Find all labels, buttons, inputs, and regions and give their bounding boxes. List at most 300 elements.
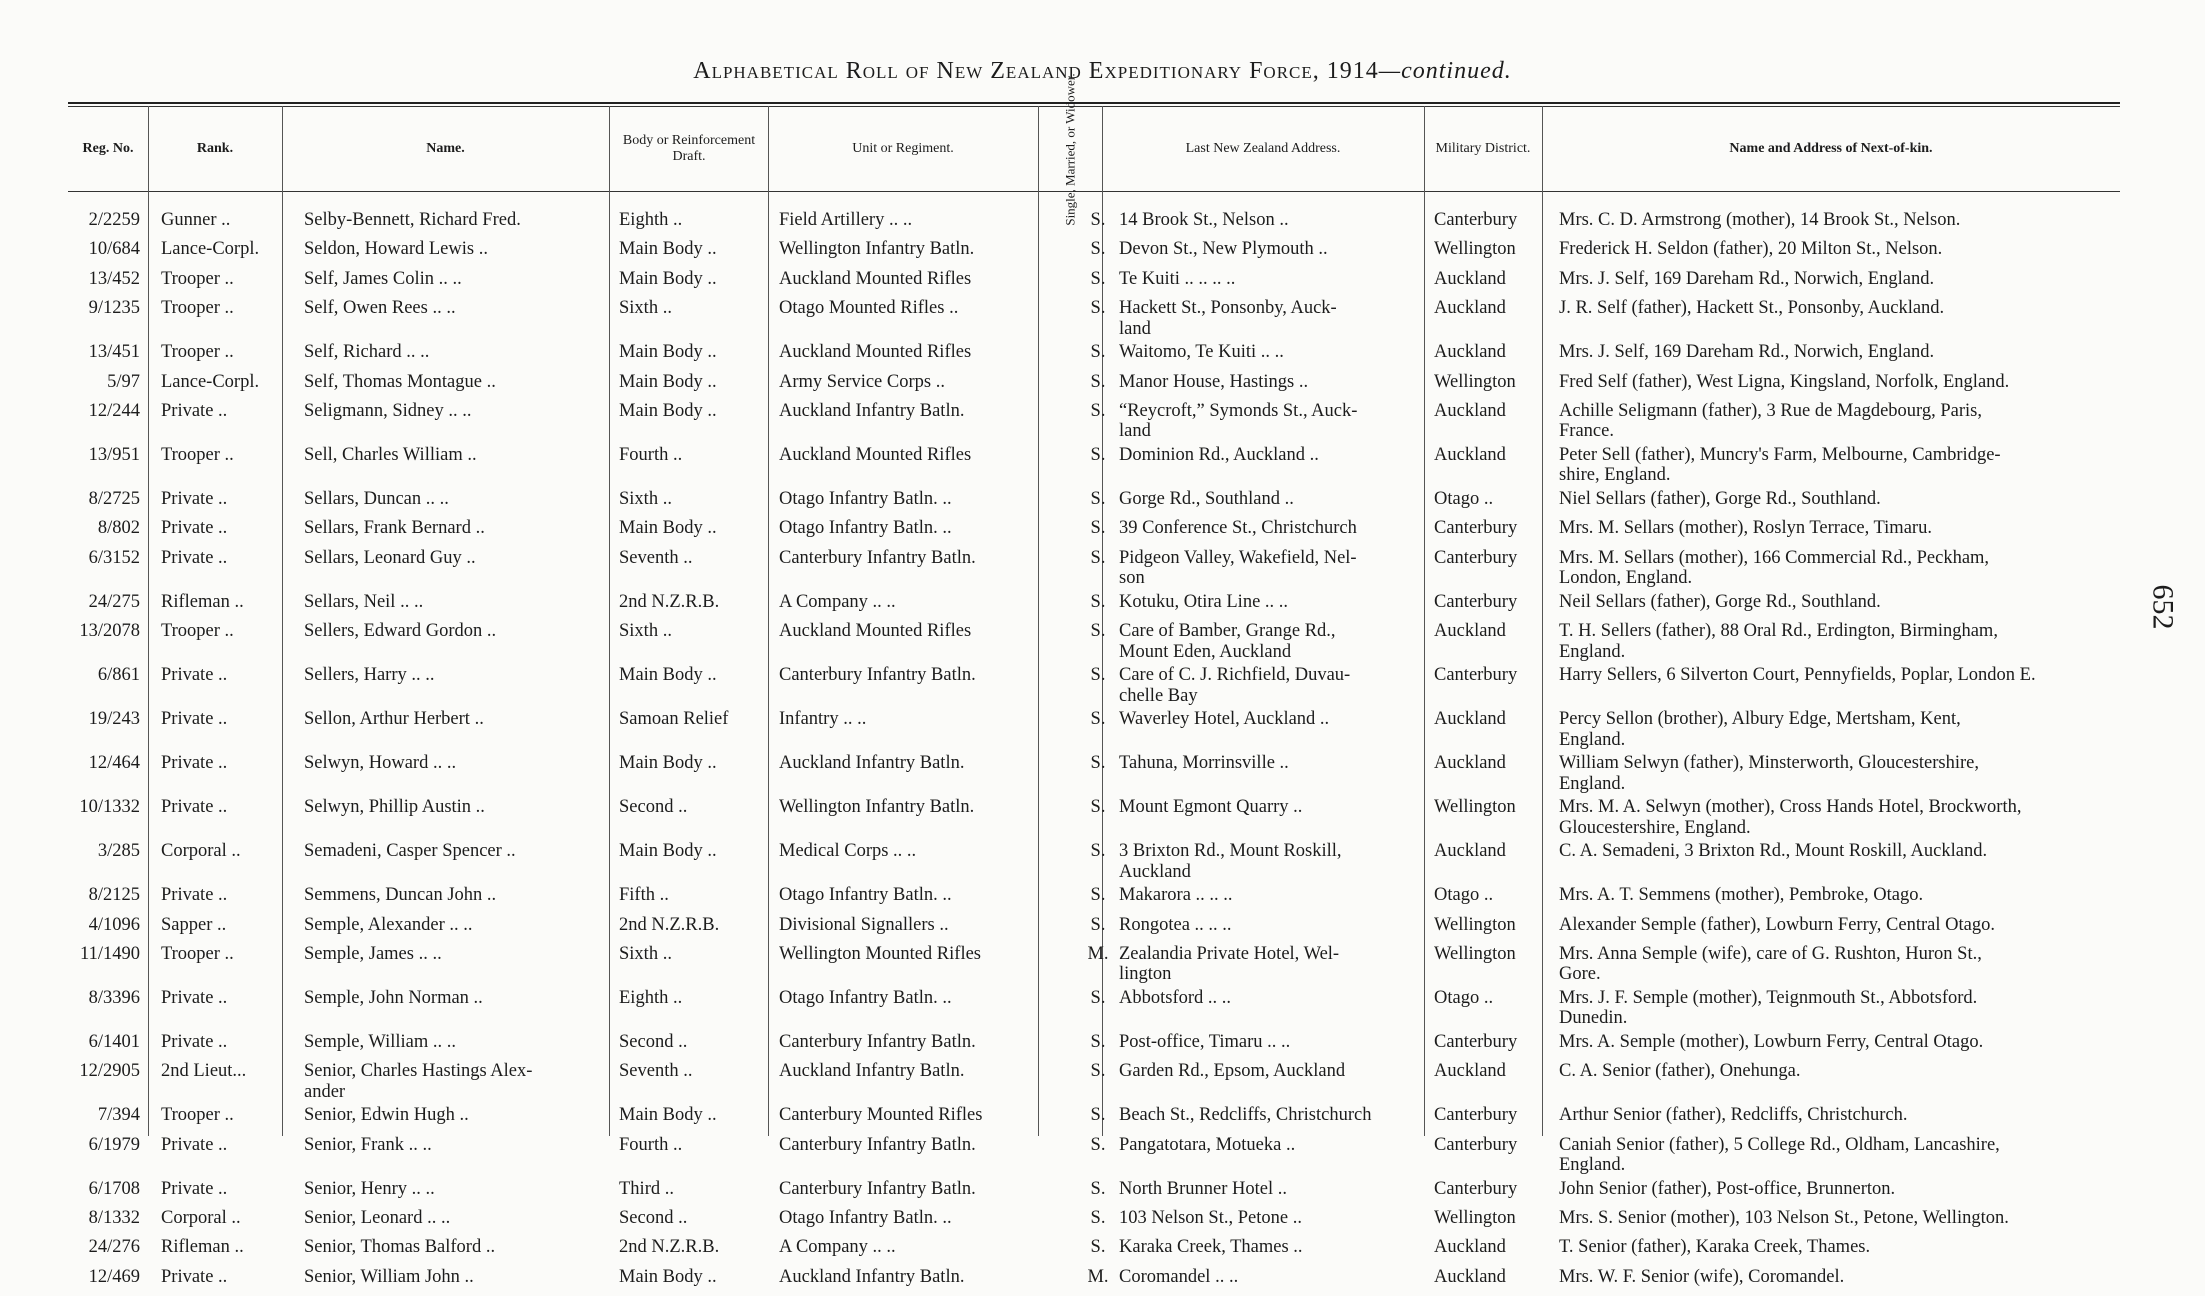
header-marital-status-text: Single, Married, or Widower.: [1062, 72, 1078, 226]
reg-no-cell: 13/951: [88, 444, 140, 465]
body-draft-cell: Seventh ..: [619, 547, 693, 568]
marital-status-cell: S.: [1090, 1208, 1106, 1229]
address-cell: Pangatotara, Motueka ..: [1119, 1134, 1296, 1155]
district-cell: Canterbury: [1434, 1105, 1518, 1126]
marital-status-cell: S.: [1090, 444, 1106, 465]
name-cell: Senior, Frank .. ..: [304, 1134, 432, 1155]
rank-cell: Trooper ..: [161, 268, 234, 289]
reg-no-cell: 24/275: [88, 591, 140, 612]
reg-no-cell: 11/1490: [80, 943, 140, 964]
body-draft-cell: Main Body ..: [619, 239, 717, 260]
unit-cell: Otago Infantry Batln. ..: [779, 987, 952, 1008]
address-cell: Abbotsford .. ..: [1119, 987, 1232, 1008]
marital-status-cell: S.: [1090, 268, 1106, 289]
next-of-kin-cell: T. H. Sellers (father), 88 Oral Rd., Erdington, Birmingham, England.: [1559, 621, 1998, 662]
unit-cell: Auckland Mounted Rifles: [779, 268, 972, 289]
table-row: [68, 1208, 2120, 1237]
district-cell: Canterbury: [1434, 210, 1518, 230]
next-of-kin-cell: Frederick H. Seldon (father), 20 Milton St., Nelson.: [1559, 239, 1943, 260]
unit-cell: Auckland Mounted Rifles: [779, 444, 972, 465]
name-cell: Self, Thomas Montague ..: [304, 371, 496, 392]
unit-cell: Canterbury Infantry Batln.: [779, 547, 976, 568]
body-draft-cell: Main Body ..: [619, 1266, 717, 1287]
address-cell: 103 Nelson St., Petone ..: [1119, 1208, 1302, 1229]
unit-cell: Canterbury Mounted Rifles: [779, 1105, 983, 1126]
next-of-kin-cell: C. A. Senior (father), Onehunga.: [1559, 1061, 1801, 1082]
next-of-kin-cell: Mrs. A. Semple (mother), Lowburn Ferry, Central Otago.: [1559, 1031, 1984, 1052]
unit-cell: Wellington Infantry Batln.: [779, 797, 975, 818]
table-top-rule: [68, 102, 2120, 104]
unit-cell: Auckland Infantry Batln.: [779, 753, 965, 774]
rank-cell: Trooper ..: [161, 444, 234, 465]
next-of-kin-cell: Mrs. W. F. Senior (wife), Coromandel.: [1559, 1266, 1845, 1287]
marital-status-cell: S.: [1090, 591, 1106, 612]
district-cell: Otago ..: [1434, 987, 1494, 1008]
table-row: [68, 621, 2120, 665]
reg-no-cell: 24/276: [88, 1237, 140, 1258]
marital-status-cell: S.: [1090, 1178, 1106, 1199]
header-body-draft: Body or Reinforcement Draft.: [622, 133, 756, 164]
name-cell: Seldon, Howard Lewis ..: [304, 239, 488, 260]
name-cell: Semple, Alexander .. ..: [304, 914, 473, 935]
unit-cell: Canterbury Infantry Batln.: [779, 665, 976, 686]
unit-cell: Medical Corps .. ..: [779, 841, 917, 862]
marital-status-cell: S.: [1090, 547, 1106, 568]
district-cell: Auckland: [1434, 298, 1506, 319]
district-cell: Otago ..: [1434, 885, 1494, 906]
body-draft-cell: Third ..: [619, 1178, 674, 1199]
name-cell: Semmens, Duncan John ..: [304, 885, 497, 906]
rank-cell: Corporal ..: [161, 1208, 241, 1229]
marital-status-cell: S.: [1090, 987, 1106, 1008]
rank-cell: Sapper ..: [161, 914, 227, 935]
rank-cell: Private ..: [161, 987, 228, 1008]
name-cell: Selwyn, Howard .. ..: [304, 753, 457, 774]
rank-cell: Private ..: [161, 547, 228, 568]
next-of-kin-cell: Arthur Senior (father), Redcliffs, Christchurch.: [1559, 1105, 1908, 1126]
body-draft-cell: Sixth ..: [619, 298, 672, 319]
table-row: [68, 210, 2120, 239]
reg-no-cell: 12/244: [88, 400, 140, 421]
reg-no-cell: 8/3396: [88, 987, 140, 1008]
unit-cell: Infantry .. ..: [779, 709, 867, 730]
next-of-kin-cell: Mrs. J. F. Semple (mother), Teignmouth St., Abbotsford. Dunedin.: [1559, 987, 1978, 1029]
header-next-of-kin: Name and Address of Next-of-kin.: [1729, 141, 1933, 156]
district-cell: Canterbury: [1434, 547, 1518, 568]
reg-no-cell: 8/2125: [88, 885, 140, 906]
table-row: [68, 1237, 2120, 1266]
table-row: [68, 885, 2120, 914]
rank-cell: Rifleman ..: [161, 1237, 244, 1258]
rank-cell: Corporal ..: [161, 841, 241, 862]
address-cell: Pidgeon Valley, Wakefield, Nel- son: [1119, 547, 1357, 589]
address-cell: Beach St., Redcliffs, Christchurch: [1119, 1105, 1372, 1126]
district-cell: Auckland: [1434, 621, 1506, 642]
name-cell: Selwyn, Phillip Austin ..: [304, 797, 485, 818]
table-row: [68, 372, 2120, 401]
next-of-kin-cell: Mrs. J. Self, 169 Dareham Rd., Norwich, England.: [1559, 268, 1935, 289]
address-cell: Rongotea .. .. ..: [1119, 914, 1232, 935]
name-cell: Senior, Edwin Hugh ..: [304, 1105, 469, 1126]
marital-status-cell: S.: [1090, 797, 1106, 818]
district-cell: Auckland: [1434, 1266, 1506, 1287]
reg-no-cell: 13/2078: [79, 621, 140, 642]
name-cell: Self, James Colin .. ..: [304, 268, 462, 289]
next-of-kin-cell: Mrs. Anna Semple (wife), care of G. Rushton, Huron St., Gore.: [1559, 943, 1982, 985]
marital-status-cell: S.: [1090, 753, 1106, 774]
next-of-kin-cell: Harry Sellers, 6 Silverton Court, Pennyfields, Poplar, London E.: [1559, 665, 2036, 686]
unit-cell: Otago Infantry Batln. ..: [779, 885, 952, 906]
header-marital-status: [1038, 72, 1102, 226]
body-draft-cell: 2nd N.Z.R.B.: [619, 914, 720, 935]
address-cell: Post-office, Timaru .. ..: [1119, 1031, 1291, 1052]
header-unit: Unit or Regiment.: [852, 141, 954, 156]
marital-status-cell: S.: [1090, 518, 1106, 539]
table-row: [68, 592, 2120, 621]
marital-status-cell: S.: [1090, 1061, 1106, 1082]
table-row: [68, 1061, 2120, 1105]
table-row: [68, 269, 2120, 298]
district-cell: Auckland: [1434, 444, 1506, 465]
address-cell: Care of C. J. Richfield, Duvau- chelle Bay: [1119, 665, 1351, 706]
unit-cell: Field Artillery .. ..: [779, 210, 913, 230]
reg-no-cell: 7/394: [97, 1105, 140, 1126]
table-row: [68, 239, 2120, 268]
address-cell: Makarora .. .. ..: [1119, 885, 1233, 906]
marital-status-cell: S.: [1090, 709, 1106, 730]
marital-status-cell: M.: [1087, 1266, 1109, 1287]
name-cell: Sellars, Frank Bernard ..: [304, 518, 485, 539]
body-draft-cell: Second ..: [619, 1208, 688, 1229]
body-draft-cell: 2nd N.Z.R.B.: [619, 591, 720, 612]
name-cell: Semple, John Norman ..: [304, 987, 483, 1008]
name-cell: Sellers, Harry .. ..: [304, 665, 435, 686]
next-of-kin-cell: T. Senior (father), Karaka Creek, Thames.: [1559, 1237, 1871, 1258]
next-of-kin-cell: Mrs. M. A. Selwyn (mother), Cross Hands Hotel, Brockworth, Gloucestershire, England.: [1559, 797, 2022, 838]
rank-cell: Rifleman ..: [161, 591, 244, 612]
next-of-kin-cell: Peter Sell (father), Muncry's Farm, Melbourne, Cambridge- shire, England.: [1559, 444, 2001, 486]
unit-cell: Wellington Infantry Batln.: [779, 239, 975, 260]
unit-cell: Canterbury Infantry Batln.: [779, 1178, 976, 1199]
address-cell: Coromandel .. ..: [1119, 1266, 1239, 1287]
marital-status-cell: S.: [1090, 621, 1106, 642]
body-draft-cell: Main Body ..: [619, 342, 717, 363]
reg-no-cell: 10/684: [88, 239, 140, 260]
name-cell: Semple, James .. ..: [304, 943, 442, 964]
name-cell: Sellars, Leonard Guy ..: [304, 547, 476, 568]
district-cell: Wellington: [1434, 914, 1516, 935]
rank-cell: Gunner ..: [161, 210, 231, 230]
district-cell: Auckland: [1434, 342, 1506, 363]
reg-no-cell: 5/97: [107, 371, 140, 392]
next-of-kin-cell: Alexander Semple (father), Lowburn Ferry, Central Otago.: [1559, 914, 1995, 935]
reg-no-cell: 6/3152: [88, 547, 140, 568]
table-row: [68, 1179, 2120, 1208]
header-rank: Rank.: [196, 141, 234, 156]
marital-status-cell: S.: [1090, 298, 1106, 319]
unit-cell: A Company .. ..: [779, 1237, 896, 1258]
reg-no-cell: 12/469: [88, 1266, 140, 1287]
unit-cell: Canterbury Infantry Batln.: [779, 1031, 976, 1052]
next-of-kin-cell: Mrs. J. Self, 169 Dareham Rd., Norwich, England.: [1559, 342, 1935, 363]
table-row: [68, 944, 2120, 988]
body-draft-cell: Main Body ..: [619, 841, 717, 862]
body-draft-cell: Sixth ..: [619, 488, 672, 509]
marital-status-cell: S.: [1090, 400, 1106, 421]
body-draft-cell: Main Body ..: [619, 371, 717, 392]
address-cell: Karaka Creek, Thames ..: [1119, 1237, 1303, 1258]
unit-cell: Auckland Infantry Batln.: [779, 400, 965, 421]
next-of-kin-cell: William Selwyn (father), Minsterworth, Gloucestershire, England.: [1559, 753, 1980, 794]
address-cell: Care of Bamber, Grange Rd., Mount Eden, Auckland: [1119, 621, 1336, 662]
district-cell: Canterbury: [1434, 518, 1518, 539]
marital-status-cell: S.: [1090, 239, 1106, 260]
rank-cell: Private ..: [161, 665, 228, 686]
name-cell: Semadeni, Casper Spencer ..: [304, 841, 516, 862]
body-draft-cell: Main Body ..: [619, 268, 717, 289]
header-address: Last New Zealand Address.: [1185, 141, 1341, 156]
district-cell: Auckland: [1434, 400, 1506, 421]
reg-no-cell: 8/2725: [88, 488, 140, 509]
body-draft-cell: Fifth ..: [619, 885, 669, 906]
marital-status-cell: S.: [1090, 1237, 1106, 1258]
rank-cell: Trooper ..: [161, 943, 234, 964]
name-cell: Sell, Charles William ..: [304, 444, 477, 465]
next-of-kin-cell: J. R. Self (father), Hackett St., Ponsonby, Auckland.: [1559, 298, 1945, 319]
unit-cell: Otago Infantry Batln. ..: [779, 1208, 952, 1229]
header-name: Name.: [426, 141, 465, 156]
address-cell: 14 Brook St., Nelson ..: [1119, 210, 1289, 230]
unit-cell: Auckland Mounted Rifles: [779, 342, 972, 363]
address-cell: Mount Egmont Quarry ..: [1119, 797, 1303, 818]
address-cell: Te Kuiti .. .. .. ..: [1119, 268, 1236, 289]
unit-cell: Wellington Mounted Rifles: [779, 943, 981, 964]
name-cell: Self, Owen Rees .. ..: [304, 298, 456, 319]
address-cell: Dominion Rd., Auckland ..: [1119, 444, 1319, 465]
address-cell: Waitomo, Te Kuiti .. ..: [1119, 342, 1284, 363]
rank-cell: Private ..: [161, 709, 228, 730]
rank-cell: Private ..: [161, 1134, 228, 1155]
name-cell: Senior, William John ..: [304, 1266, 474, 1287]
reg-no-cell: 13/452: [88, 268, 140, 289]
rank-cell: Private ..: [161, 1031, 228, 1052]
name-cell: Sellon, Arthur Herbert ..: [304, 709, 484, 730]
district-cell: Auckland: [1434, 841, 1506, 862]
body-draft-cell: Sixth ..: [619, 621, 672, 642]
table-row: [68, 445, 2120, 489]
rank-cell: Private ..: [161, 518, 228, 539]
district-cell: Canterbury: [1434, 1134, 1518, 1155]
next-of-kin-cell: John Senior (father), Post-office, Brunnerton.: [1559, 1178, 1896, 1199]
rank-cell: Lance-Corpl.: [161, 239, 260, 260]
district-cell: Canterbury: [1434, 665, 1518, 686]
name-cell: Senior, Henry .. ..: [304, 1178, 435, 1199]
body-draft-cell: Second ..: [619, 797, 688, 818]
rank-cell: Trooper ..: [161, 621, 234, 642]
reg-no-cell: 10/1332: [79, 797, 140, 818]
roll-table: [68, 72, 2120, 1287]
name-cell: Sellars, Neil .. ..: [304, 591, 424, 612]
body-draft-cell: Sixth ..: [619, 943, 672, 964]
name-cell: Selby-Bennett, Richard Fred.: [304, 210, 521, 230]
name-cell: Senior, Leonard .. ..: [304, 1208, 451, 1229]
unit-cell: Auckland Mounted Rifles: [779, 621, 972, 642]
marital-status-cell: M.: [1087, 943, 1109, 964]
reg-no-cell: 12/2905: [79, 1061, 140, 1082]
reg-no-cell: 9/1235: [88, 298, 140, 319]
rank-cell: Private ..: [161, 753, 228, 774]
marital-status-cell: S.: [1090, 1105, 1106, 1126]
address-cell: Garden Rd., Epsom, Auckland: [1119, 1061, 1346, 1082]
table-row: [68, 401, 2120, 445]
table-row: [68, 915, 2120, 944]
next-of-kin-cell: Mrs. S. Senior (mother), 103 Nelson St., Petone, Wellington.: [1559, 1208, 2009, 1229]
next-of-kin-cell: Percy Sellon (brother), Albury Edge, Mertsham, Kent, England.: [1559, 709, 1961, 750]
unit-cell: Auckland Infantry Batln.: [779, 1266, 965, 1287]
header-bottom-rule: [68, 191, 2120, 192]
reg-no-cell: 2/2259: [88, 210, 140, 230]
page-title: [0, 58, 2205, 85]
district-cell: Otago ..: [1434, 488, 1494, 509]
table-row: [68, 1105, 2120, 1134]
table-row: [68, 1032, 2120, 1061]
table-row: [68, 1135, 2120, 1179]
rank-cell: Private ..: [161, 1178, 228, 1199]
next-of-kin-cell: Caniah Senior (father), 5 College Rd., Oldham, Lancashire, England.: [1559, 1134, 2000, 1176]
address-cell: Kotuku, Otira Line .. ..: [1119, 591, 1289, 612]
marital-status-cell: S.: [1090, 1031, 1106, 1052]
reg-no-cell: 19/243: [88, 709, 140, 730]
table-row: [68, 753, 2120, 797]
next-of-kin-cell: Achille Seligmann (father), 3 Rue de Magdebourg, Paris, France.: [1559, 400, 1982, 442]
body-draft-cell: Seventh ..: [619, 1061, 693, 1082]
district-cell: Canterbury: [1434, 1178, 1518, 1199]
unit-cell: Otago Infantry Batln. ..: [779, 518, 952, 539]
next-of-kin-cell: Niel Sellars (father), Gorge Rd., Southland.: [1559, 488, 1881, 509]
rank-cell: Private ..: [161, 400, 228, 421]
name-cell: Senior, Charles Hastings Alex- ander: [304, 1061, 533, 1102]
rank-cell: Private ..: [161, 797, 228, 818]
address-cell: Tahuna, Morrinsville ..: [1119, 753, 1289, 774]
district-cell: Auckland: [1434, 1237, 1506, 1258]
reg-no-cell: 8/802: [97, 518, 140, 539]
name-cell: Senior, Thomas Balford ..: [304, 1237, 496, 1258]
district-cell: Auckland: [1434, 753, 1506, 774]
page-number: 652: [2146, 584, 2180, 630]
table-row: [68, 797, 2120, 841]
next-of-kin-cell: Mrs. C. D. Armstrong (mother), 14 Brook St., Nelson.: [1559, 210, 1961, 230]
reg-no-cell: 8/1332: [88, 1208, 140, 1229]
district-cell: Wellington: [1434, 371, 1516, 392]
table-row: [68, 665, 2120, 709]
address-cell: Waverley Hotel, Auckland ..: [1119, 709, 1330, 730]
next-of-kin-cell: Mrs. M. Sellars (mother), 166 Commercial Rd., Peckham, London, England.: [1559, 547, 1990, 589]
reg-no-cell: 6/1708: [88, 1178, 140, 1199]
rank-cell: Private ..: [161, 488, 228, 509]
marital-status-cell: S.: [1090, 914, 1106, 935]
body-draft-cell: Main Body ..: [619, 518, 717, 539]
address-cell: 3 Brixton Rd., Mount Roskill, Auckland: [1119, 841, 1342, 882]
unit-cell: Divisional Signallers ..: [779, 914, 949, 935]
table-row: [68, 489, 2120, 518]
marital-status-cell: S.: [1090, 885, 1106, 906]
district-cell: Canterbury: [1434, 1031, 1518, 1052]
marital-status-cell: S.: [1090, 841, 1106, 862]
unit-cell: Otago Mounted Rifles ..: [779, 298, 959, 319]
table-row: [68, 518, 2120, 547]
body-draft-cell: Main Body ..: [619, 753, 717, 774]
name-cell: Semple, William .. ..: [304, 1031, 457, 1052]
body-draft-cell: Fourth ..: [619, 1134, 683, 1155]
next-of-kin-cell: Neil Sellars (father), Gorge Rd., Southland.: [1559, 591, 1881, 612]
rank-cell: 2nd Lieut...: [161, 1061, 247, 1082]
address-cell: Zealandia Private Hotel, Wel- lington: [1119, 943, 1340, 985]
rank-cell: Private ..: [161, 885, 228, 906]
unit-cell: Army Service Corps ..: [779, 371, 945, 392]
name-cell: Sellers, Edward Gordon ..: [304, 621, 497, 642]
address-cell: 39 Conference St., Christchurch: [1119, 518, 1357, 539]
next-of-kin-cell: C. A. Semadeni, 3 Brixton Rd., Mount Roskill, Auckland.: [1559, 841, 1988, 862]
marital-status-cell: S.: [1090, 488, 1106, 509]
district-cell: Wellington: [1434, 943, 1516, 964]
page-title-suffix: —continued.: [1378, 58, 1512, 84]
reg-no-cell: 13/451: [88, 342, 140, 363]
table-row: [68, 988, 2120, 1032]
unit-cell: Auckland Infantry Batln.: [779, 1061, 965, 1082]
marital-status-cell: S.: [1090, 1134, 1106, 1155]
marital-status-cell: S.: [1090, 342, 1106, 363]
reg-no-cell: 12/464: [88, 753, 140, 774]
address-cell: Gorge Rd., Southland ..: [1119, 488, 1294, 509]
body-draft-cell: 2nd N.Z.R.B.: [619, 1237, 720, 1258]
header-district: Military District.: [1435, 141, 1531, 156]
body-draft-cell: Eighth ..: [619, 210, 683, 230]
rank-cell: Trooper ..: [161, 1105, 234, 1126]
address-cell: Devon St., New Plymouth ..: [1119, 239, 1328, 260]
next-of-kin-cell: Mrs. M. Sellars (mother), Roslyn Terrace, Timaru.: [1559, 518, 1932, 539]
table-row: [68, 1267, 2120, 1296]
marital-status-cell: S.: [1090, 371, 1106, 392]
address-cell: North Brunner Hotel ..: [1119, 1178, 1288, 1199]
body-draft-cell: Eighth ..: [619, 987, 683, 1008]
reg-no-cell: 6/861: [97, 665, 140, 686]
page-title-main: Alphabetical Roll of New Zealand Expeditionary Force, 1914: [693, 58, 1379, 84]
body-draft-cell: Second ..: [619, 1031, 688, 1052]
table-row: [68, 342, 2120, 371]
body-draft-cell: Main Body ..: [619, 400, 717, 421]
marital-status-cell: S.: [1090, 210, 1106, 230]
table-row: [68, 709, 2120, 753]
next-of-kin-cell: Fred Self (father), West Ligna, Kingsland, Norfolk, England.: [1559, 371, 2010, 392]
table-body: [68, 210, 2120, 1296]
rank-cell: Trooper ..: [161, 298, 234, 319]
address-cell: Manor House, Hastings ..: [1119, 371, 1309, 392]
body-draft-cell: Main Body ..: [619, 665, 717, 686]
body-draft-cell: Fourth ..: [619, 444, 683, 465]
next-of-kin-cell: Mrs. A. T. Semmens (mother), Pembroke, Otago.: [1559, 885, 1924, 906]
district-cell: Wellington: [1434, 797, 1516, 818]
address-cell: “Reycroft,” Symonds St., Auck- land: [1119, 400, 1358, 442]
marital-status-cell: S.: [1090, 665, 1106, 686]
body-draft-cell: Main Body ..: [619, 1105, 717, 1126]
rank-cell: Private ..: [161, 1266, 228, 1287]
rank-cell: Trooper ..: [161, 342, 234, 363]
header-reg-no: Reg. No.: [82, 141, 134, 156]
district-cell: Auckland: [1434, 709, 1506, 730]
district-cell: Canterbury: [1434, 591, 1518, 612]
reg-no-cell: 6/1401: [88, 1031, 140, 1052]
name-cell: Self, Richard .. ..: [304, 342, 430, 363]
